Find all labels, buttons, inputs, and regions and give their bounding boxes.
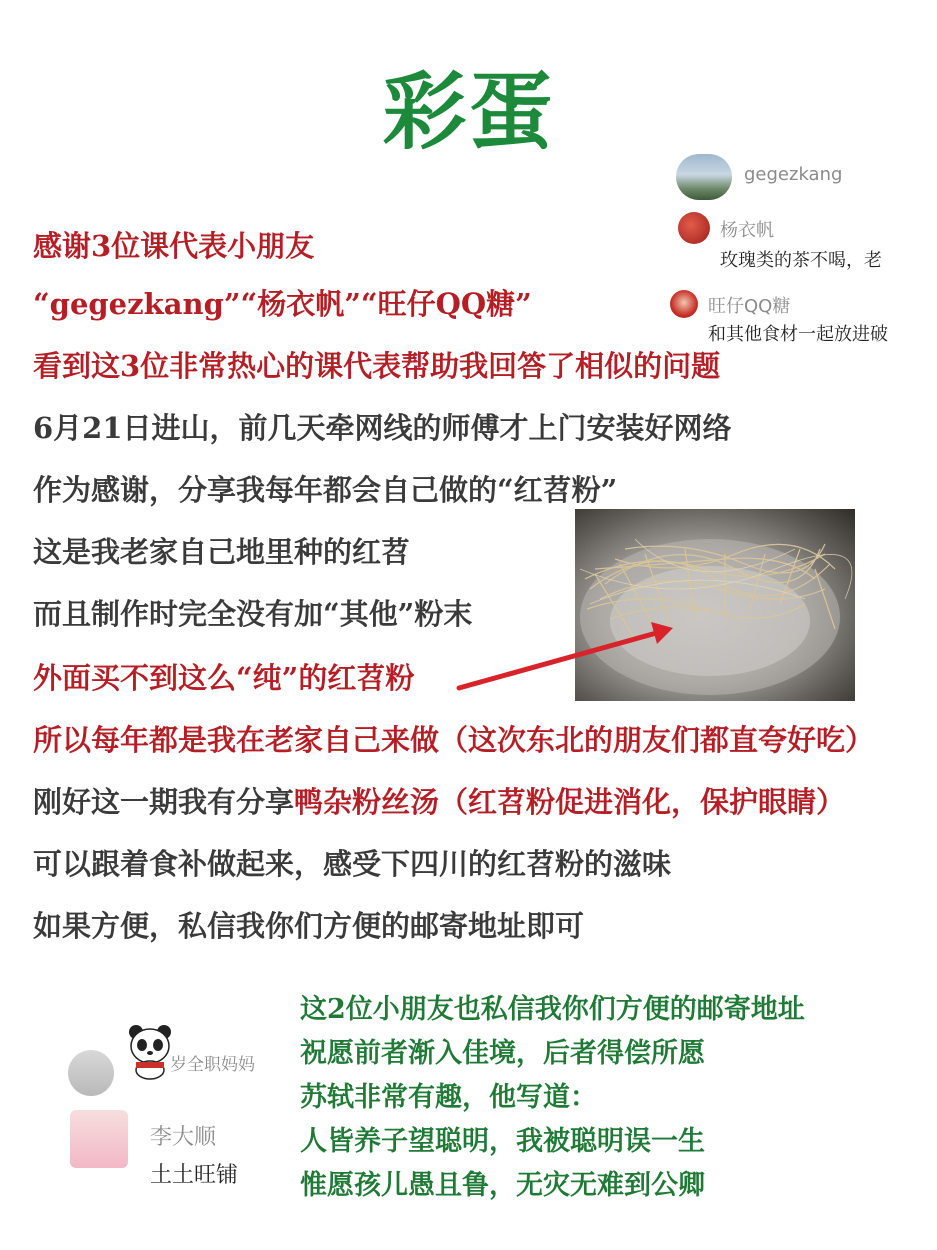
comment-text: 玫瑰类的茶不喝，老	[720, 250, 882, 271]
comment-user-name: 李大顺	[150, 1125, 217, 1150]
avatar-gray	[68, 1050, 114, 1096]
panda-icon	[124, 1022, 176, 1080]
avatar-wangzai	[670, 290, 698, 318]
green-line: 人皆养子望聪明，我被聪明误一生	[300, 1126, 705, 1157]
red-arrow-icon	[455, 620, 685, 700]
text-segment: 刚好这一期我有分享	[33, 785, 295, 819]
comment-screenshot-bottom	[66, 1020, 276, 1188]
green-line: 这2位小朋友也私信我你们方便的邮寄地址	[300, 994, 805, 1025]
comment-text: 和其他食材一起放进破	[708, 324, 888, 345]
avatar-lidashun	[70, 1110, 128, 1168]
page-title: 彩蛋	[382, 62, 555, 161]
avatar-yangyifan	[678, 212, 710, 244]
comment-user-name: gegezkang	[744, 164, 843, 185]
text-line: 外面买不到这么“纯”的红苕粉	[33, 661, 415, 695]
text-line: 看到这3位非常热心的课代表帮助我回答了相似的问题	[33, 349, 721, 383]
comment-user-name: 岁全职妈妈	[170, 1055, 255, 1075]
text-line: 所以每年都是我在老家自己来做（这次东北的朋友们都直夸好吃）	[33, 723, 875, 757]
text-line: 如果方便，私信我你们方便的邮寄地址即可	[33, 909, 585, 943]
green-line: 苏轼非常有趣，他写道：	[300, 1082, 597, 1113]
green-line: 惟愿孩儿愚且鲁，无灾无难到公卿	[300, 1170, 705, 1201]
text-line: 可以跟着食补做起来，感受下四川的红苕粉的滋味	[33, 847, 672, 881]
text-line: 6月21日进山，前几天牵网线的师傅才上门安装好网络	[33, 411, 732, 445]
text-line: 这是我老家自己地里种的红苕	[33, 535, 411, 569]
green-line: 祝愿前者渐入佳境，后者得偿所愿	[300, 1038, 705, 1069]
text-line	[33, 785, 846, 819]
comment-user-name: 旺仔QQ糖	[708, 296, 791, 317]
comment-screenshot-top	[668, 152, 908, 345]
text-line: 感谢3位课代表小朋友	[33, 229, 315, 263]
comment-user-name: 杨衣帆	[720, 220, 774, 241]
comment-text: 土土旺铺	[150, 1163, 239, 1188]
text-line: “gegezkang”“杨衣帆”“旺仔QQ糖”	[33, 287, 532, 321]
text-line: 作为感谢，分享我每年都会自己做的“红苕粉”	[33, 473, 618, 507]
avatar-gegezkang	[676, 154, 732, 200]
text-line: 而且制作时完全没有加“其他”粉末	[33, 597, 473, 631]
highlight-segment: 鸭杂粉丝汤（红苕粉促进消化，保护眼睛）	[294, 785, 846, 819]
